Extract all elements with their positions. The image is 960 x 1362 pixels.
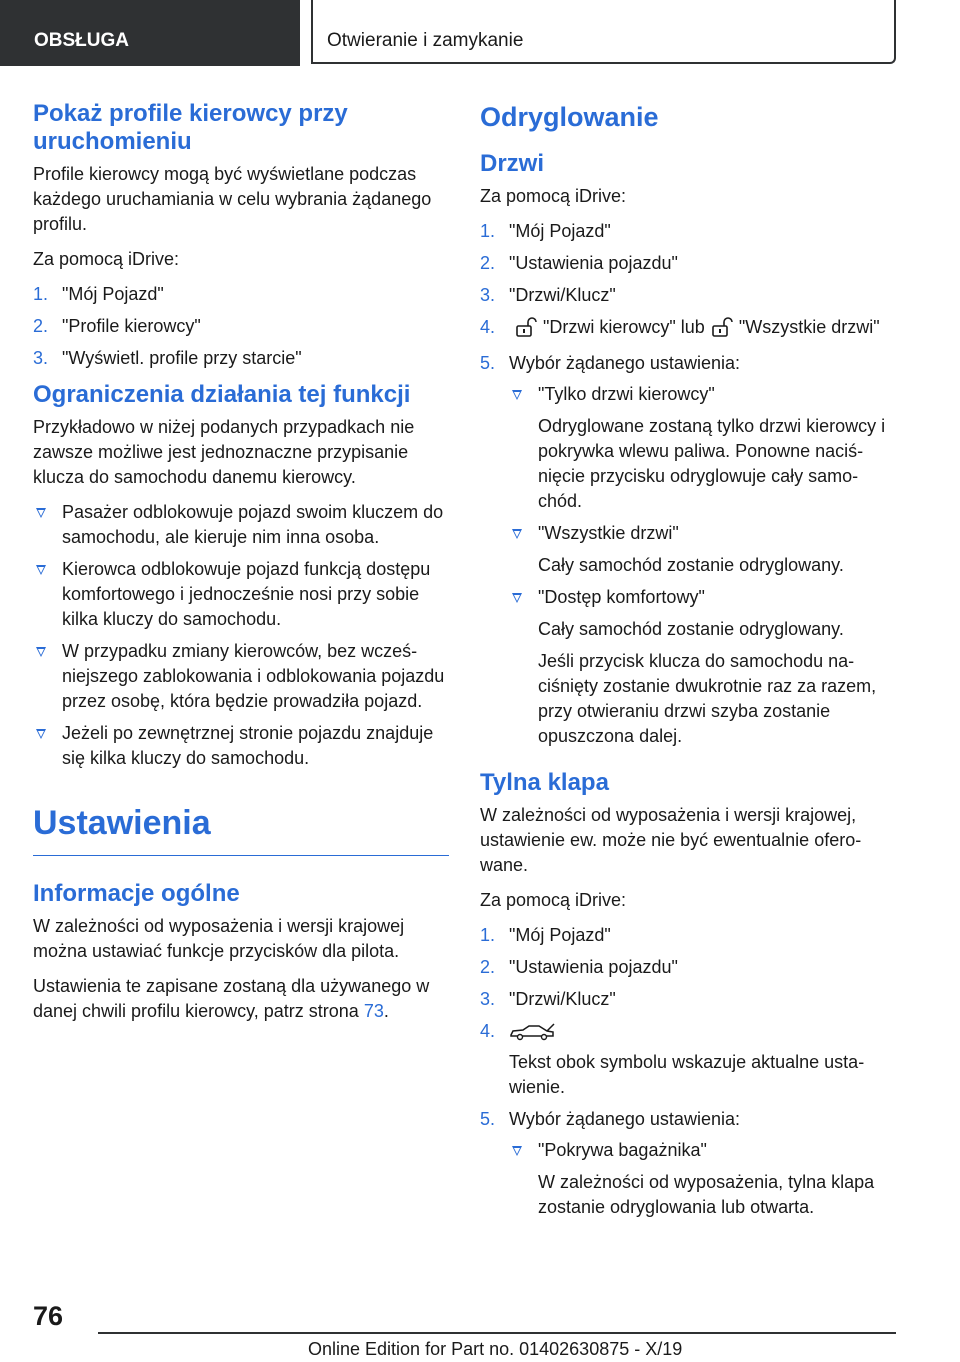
list-item [509, 585, 896, 749]
step-number: 2. [33, 316, 49, 336]
step-text: "Ustawienia pojazdu" [509, 957, 678, 977]
heading-doors: Drzwi [480, 150, 545, 177]
step-text: "Drzwi/Klucz" [509, 285, 616, 305]
paragraph-show-profiles: Profile kierowcy mogą być wyświetlane podczas każdego uruchamiania w celu wybrania żądanego profilu. [33, 164, 432, 234]
list-item [480, 219, 896, 244]
steps-list-profiles [33, 282, 449, 371]
list-item [33, 721, 449, 771]
list-item [480, 1019, 896, 1100]
heading-show-profiles: Pokaż profile kierowcy przy uruchomieniu [33, 100, 348, 155]
bullet-list-limits [33, 500, 449, 771]
general-2-text: Ustawienia te zapisane zostaną dla używanego w danej chwili profilu kierowcy, patrz strona [33, 976, 430, 1021]
step-text: "Wyświetl. profile przy starcie" [62, 348, 302, 368]
triangle-bullet-icon [512, 1146, 522, 1156]
option-title: "Pokrywa bagażnika" [538, 1140, 707, 1160]
option-desc: Jeśli przycisk klucza do samochodu naciśnięty zostanie dwukrotnie raz za razem, przy otwieraniu drzwi szyba zostanie opuszczona dalej. [538, 651, 877, 746]
step-number: 5. [480, 1109, 496, 1129]
list-item [33, 500, 449, 550]
triangle-bullet-icon [512, 390, 522, 400]
list-item [509, 521, 896, 578]
bullet-text: Kierowca odblokowuje pojazd funkcją dostępu komfortowego i jednocześnie nosi przy sobie kilka kluczy do samochodu. [62, 559, 431, 629]
step-number: 2. [480, 957, 496, 977]
triangle-bullet-icon [36, 729, 46, 739]
step-number: 1. [33, 284, 49, 304]
heading-settings: Ustawienia [33, 801, 449, 856]
step-desc: Tekst obok symbolu wskazuje aktualne ustawienie. [509, 1052, 865, 1097]
sub-options-tailgate [509, 1138, 896, 1220]
option-title: "Wszystkie drzwi" [538, 523, 679, 543]
paragraph-general-2 [33, 974, 449, 1024]
footer-edition: Online Edition for Part no. 01402630875 - X/19 [308, 1339, 683, 1359]
page-number: 76 [33, 1301, 64, 1331]
bullet-text: Pasażer odblokowuje pojazd swoim kluczem do samochodu, ale kieruje nim inna osoba. [62, 502, 444, 547]
option-title: "Dostęp komfortowy" [538, 587, 705, 607]
list-item [33, 346, 449, 371]
paragraph-limits: Przykładowo w niżej podanych przypadkach nie zawsze możliwe jest jednoznaczne przypisanie klucza do samochodu danemu kierowcy. [33, 417, 415, 487]
paragraph-idrive: Za pomocą iDrive: [33, 249, 180, 269]
list-item [480, 955, 896, 980]
step-text: "Wszystkie drzwi" [738, 317, 880, 337]
step-number: 4. [480, 317, 496, 337]
triangle-bullet-icon [36, 647, 46, 657]
step-text: "Profile kierowcy" [62, 316, 201, 336]
list-item [33, 639, 449, 714]
list-item [33, 282, 449, 307]
step-number: 1. [480, 925, 496, 945]
list-item [480, 1107, 896, 1220]
triangle-bullet-icon [512, 593, 522, 603]
paragraph-tailgate: W zależności od wyposażenia i wersji krajowej, ustawienie ew. może nie być ewentualnie oferowane. [480, 805, 862, 875]
page-header [0, 0, 960, 66]
steps-list-doors [480, 219, 896, 749]
step-text: "Mój Pojazd" [509, 221, 611, 241]
list-item [509, 1138, 896, 1220]
footer-divider [98, 1332, 896, 1334]
option-desc: Cały samochód zostanie odryglowany. [538, 555, 844, 575]
left-column [33, 100, 449, 1034]
step-text: Wybór żądanego ustawienia: [509, 353, 740, 373]
step-number: 3. [480, 989, 496, 1009]
paragraph-idrive-tailgate: Za pomocą iDrive: [480, 890, 627, 910]
step-text: "Ustawienia pojazdu" [509, 253, 678, 273]
list-item [33, 314, 449, 339]
chapter-title: Otwieranie i zamykanie [311, 0, 896, 64]
triangle-bullet-icon [36, 565, 46, 575]
heading-unlocking: Odryglowanie [480, 102, 659, 132]
list-item [480, 283, 896, 308]
right-column [480, 100, 896, 1230]
page-link[interactable]: 73 [363, 1001, 384, 1021]
step-number: 4. [480, 1021, 496, 1041]
list-item [509, 382, 896, 514]
option-desc: Odryglowane zostaną tylko drzwi kierowcy i pokrywka wlewu paliwa. Ponowne naciśnięcie przycisku odryglowuje cały samochód. [538, 416, 886, 511]
step-text: "Mój Pojazd" [62, 284, 164, 304]
unlock-all-icon [711, 317, 733, 344]
step-number: 2. [480, 253, 496, 273]
list-item [480, 251, 896, 276]
step-text: "Mój Pojazd" [509, 925, 611, 945]
step-text: "Drzwi kierowcy" lub [543, 317, 705, 337]
option-desc: Cały samochód zostanie odryglowany. [538, 619, 844, 639]
step-number: 3. [480, 285, 496, 305]
list-item [480, 351, 896, 749]
paragraph-general-1: W zależności od wyposażenia i wersji krajowej można ustawiać funkcje przycisków dla pilota. [33, 916, 405, 961]
step-number: 3. [33, 348, 49, 368]
step-number: 1. [480, 221, 496, 241]
unlock-driver-icon [515, 317, 537, 344]
sub-options-doors [509, 382, 896, 749]
general-2-end: . [383, 1001, 389, 1021]
bullet-text: W przypadku zmiany kierowców, bez wcześniejszego zablokowania i odblokowania pojazdu przez osobę, która będzie prowadziła pojazd. [62, 641, 445, 711]
step-text: Wybór żądanego ustawienia: [509, 1109, 740, 1129]
steps-list-tailgate [480, 923, 896, 1220]
heading-general: Informacje ogólne [33, 880, 240, 907]
heading-tailgate: Tylna klapa [480, 769, 609, 796]
car-tailgate-icon [509, 1023, 555, 1048]
triangle-bullet-icon [512, 529, 522, 539]
bullet-text: Jeżeli po zewnętrznej stronie pojazdu znajduje się kilka kluczy do samochodu. [62, 723, 434, 768]
list-item [33, 557, 449, 632]
heading-limits: Ograniczenia działania tej funkcji [33, 381, 411, 408]
triangle-bullet-icon [36, 508, 46, 518]
list-item [480, 987, 896, 1012]
step-number: 5. [480, 353, 496, 373]
list-item [480, 315, 896, 344]
paragraph-idrive-doors: Za pomocą iDrive: [480, 186, 627, 206]
option-title: "Tylko drzwi kierowcy" [538, 384, 715, 404]
list-item [480, 923, 896, 948]
step-text: "Drzwi/Klucz" [509, 989, 616, 1009]
option-desc: W zależności od wyposażenia, tylna klapa zostanie odryglowania lub otwarta. [538, 1172, 875, 1217]
section-tab: OBSŁUGA [0, 0, 300, 66]
